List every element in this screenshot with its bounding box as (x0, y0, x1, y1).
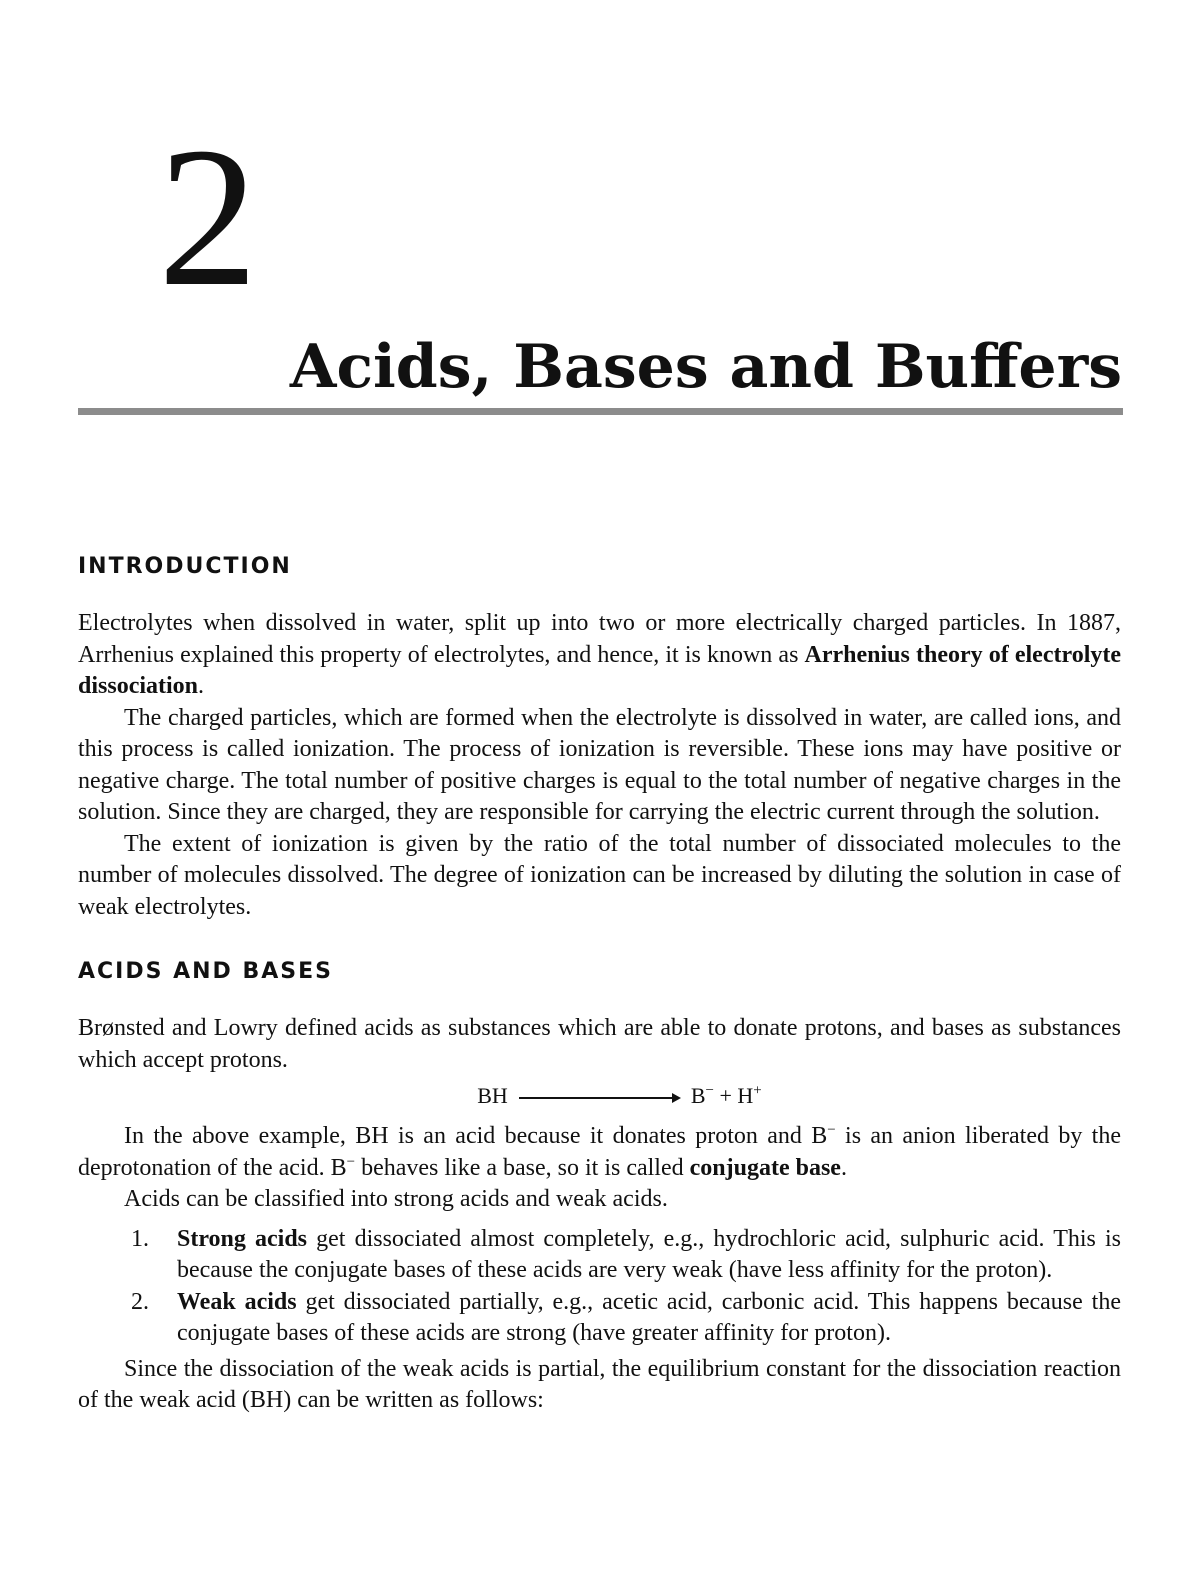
reaction-arrow-icon (519, 1097, 679, 1099)
intro-paragraph-3: The extent of ionization is given by the ratio of the total number of dissociated molecules to the number of molecules dissolved. The degree of ionization can be increased by diluting the solution in case of weak electrolytes. (78, 830, 1121, 920)
section-heading-acids-and-bases: ACIDS AND BASES (78, 959, 333, 984)
page-content (78, 552, 1121, 1417)
reaction-product-h: H (737, 1083, 754, 1108)
intro-paragraph-2: The charged particles, which are formed when the electrolyte is dissolved in water, are called ions, and this process is called ionization. The process of ionization is reversible. These ions may have positive or negative charge. The total number of positive charges is equal to the total number of negative charges in the solution. Since they are charged, they are responsible for carrying the electric current through the solution. (78, 704, 1121, 825)
base-charge-inline-2: − (346, 1153, 356, 1170)
acids-p2-end: . (840, 1154, 847, 1181)
reaction-reactant: BH (477, 1083, 508, 1108)
acids-p2-text-a: In the above example, BH is an acid because it donates proton and B (124, 1123, 828, 1149)
acids-paragraph-2 (78, 1121, 1121, 1184)
acids-paragraph-4: Since the dissociation of the weak acids is partial, the equilibrium constant for the dissociation reaction of the weak acid (BH) can be written as follows: (78, 1355, 1121, 1413)
base-charge: − (705, 1082, 714, 1099)
weak-acids-term: Weak acids (177, 1288, 297, 1315)
list-item-text: get dissociated partially, e.g., acetic acid, carbonic acid. This happens because the conjugate bases of these acids are strong (have greater affinity for proton). (177, 1288, 1121, 1346)
strong-acids-term: Strong acids (177, 1225, 308, 1252)
acids-p2-text-c: behaves like a base, so it is called (355, 1154, 690, 1181)
list-number: 2. (131, 1288, 149, 1315)
dissociation-reaction (78, 1081, 1121, 1111)
acids-paragraph-3: Acids can be classified into strong acids and weak acids. (124, 1186, 668, 1212)
reaction-product-base: B (690, 1083, 706, 1108)
list-item-text: get dissociated almost completely, e.g., hydrochloric acid, sulphuric acid. This is because the conjugate bases of these acids are very weak (have less affinity for the proton). (177, 1225, 1122, 1283)
chapter-number: 2 (158, 107, 258, 328)
arrhenius-theory-term: Arrhenius theory of electrolyte dissociation (78, 641, 1122, 699)
section-heading-introduction: INTRODUCTION (78, 554, 292, 579)
base-charge-inline: − (827, 1122, 836, 1138)
list-item (78, 1224, 1121, 1287)
acid-types-list (78, 1224, 1121, 1350)
intro-p1-text: Electrolytes when dissolved in water, split up into two or more electrically charged particles. In 1887, Arrhenius explained this property of electrolytes, and hence, it is known as (78, 610, 1121, 668)
reaction-plus: + (719, 1083, 732, 1108)
title-divider (78, 408, 1123, 415)
acids-paragraph-1: Brønsted and Lowry defined acids as substances which are able to donate protons, and bases as substances which accept protons. (78, 1015, 1121, 1073)
list-item (78, 1287, 1121, 1350)
intro-p1-end: . (198, 673, 205, 699)
h-charge: + (753, 1082, 762, 1099)
intro-paragraph-1 (78, 608, 1121, 703)
list-number: 1. (131, 1225, 149, 1252)
chapter-title: Acids, Bases and Buffers (289, 332, 1122, 402)
acids-p2-text-b: is an anion liberated by the deprotonation of the acid. B (78, 1123, 1121, 1181)
conjugate-base-term: conjugate base (689, 1154, 841, 1181)
